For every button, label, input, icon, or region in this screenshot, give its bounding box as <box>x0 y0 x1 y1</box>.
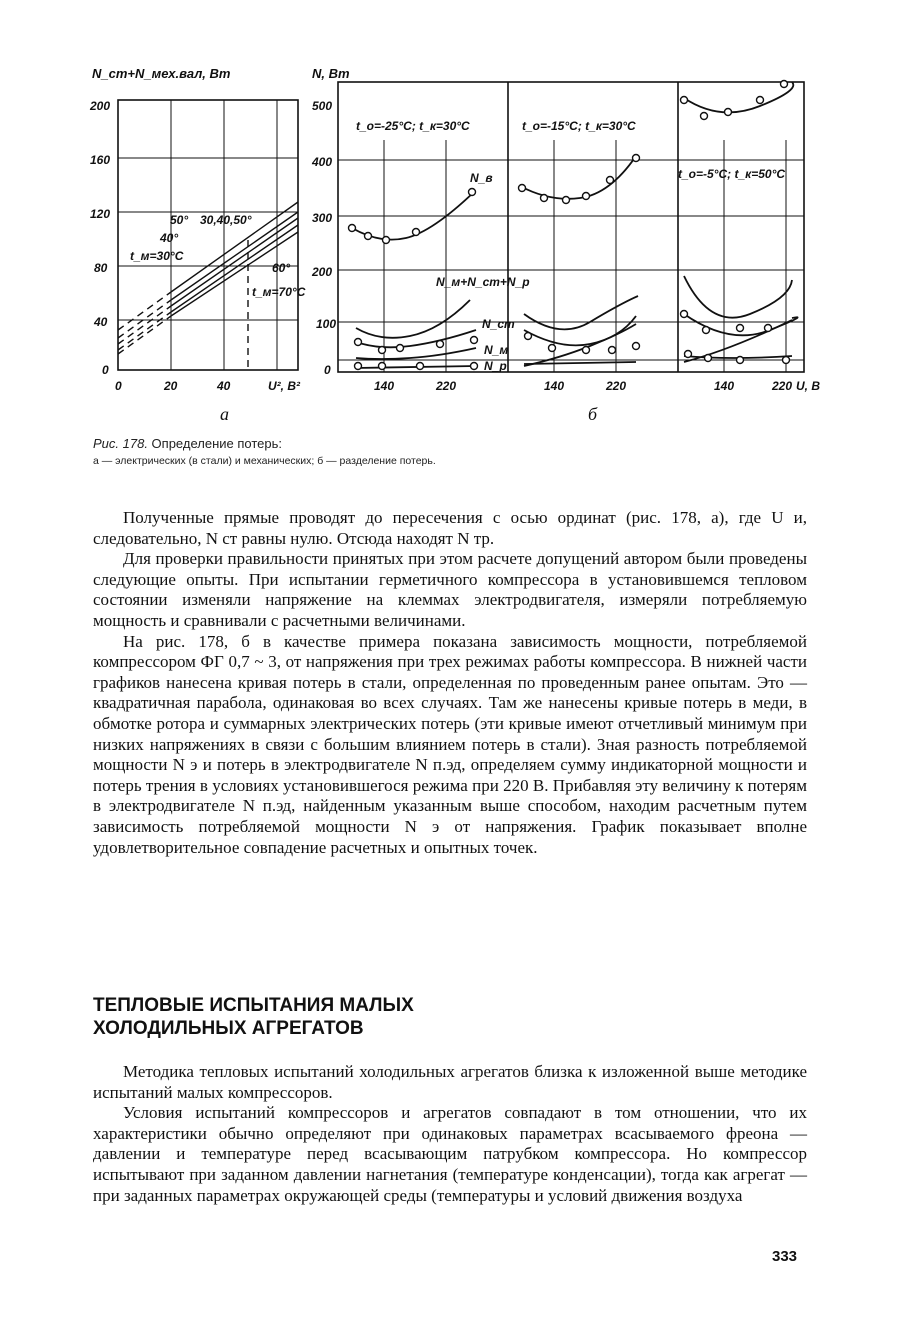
a-ytick-0: 0 <box>102 363 109 377</box>
a-label-tm30: t_м=30°С <box>130 249 184 263</box>
a-xtick-0: 0 <box>115 379 122 393</box>
a-label-40: 40° <box>160 231 179 245</box>
heading-line-2: ХОЛОДИЛЬНЫХ АГРЕГАТОВ <box>93 1018 364 1039</box>
b-xtick-1-140: 140 <box>374 379 395 393</box>
b-ytick-500: 500 <box>312 99 333 113</box>
b-label-nst: N_ст <box>482 317 515 331</box>
b-ytick-100: 100 <box>316 317 337 331</box>
heading-line-1: ТЕПЛОВЫЕ ИСПЫТАНИЯ МАЛЫХ <box>93 995 414 1016</box>
b-mode-1: t_о=-25°С; t_к=30°С <box>356 119 470 133</box>
section-paragraph-1: Методика тепловых испытаний холодильных агрегатов близка к изложенной выше методике испытаний малых компрессоров. <box>93 1062 807 1102</box>
b-xtick-2-140: 140 <box>544 379 565 393</box>
figure-caption <box>93 436 813 467</box>
b-xtick-label: U, В <box>796 379 820 393</box>
panel-b <box>311 66 820 393</box>
caption-prefix: Рис. 178. <box>93 436 148 451</box>
section-paragraph-2: Условия испытаний компрессоров и агрегатов совпадают в том отношении, что их характеристики обычно определяют при одинаковых параметрах всасываемого фреона — давлении и температуре перед всасывающим патрубком компрессора. Но компрессор испытывают при заданном давлении нагнетания (температуре конденсации), тогда как агрегат — при заданных параметрах окружающей среды (температуры и условий движения воздуха <box>93 1103 807 1205</box>
paragraph-1: Полученные прямые проводят до пересечения с осью ординат (рис. 178, а), где U и, следовательно, N ст равны нулю. Отсюда находят N тр. <box>93 508 807 548</box>
b-label-nr: N_р <box>484 359 507 373</box>
panel-b-y-label: N, Вт <box>312 66 350 81</box>
b-xtick-3-140: 140 <box>714 379 735 393</box>
b-ytick-0: 0 <box>324 363 331 377</box>
b-label-sum: N_м+N_ст+N_р <box>436 275 530 289</box>
paragraph-3: На рис. 178, б в качестве примера показана зависимость мощности, потребляемой компрессором ФГ 0,7 ~ 3, от напряжения при трех режимах работы компрессора. В нижней части графиков нанесена кривая потерь в стали, определенная по проведенным ранее опытам. Это — квадратичная парабола, одинаковая во всех случаях. Там же нанесены кривые потерь в меди, в обмотке ротора и суммарных электрических потерь (эти кривые имеют отчетливый минимум при низких напряжениях в связи с большим влиянием потерь в стали). Зная разность потребляемой мощности N э и потерь в электродвигателе N п.эд, определяем сумму индикаторной мощности и потерь трения в условиях установившегося режима при 220 В. Прибавляя эту величину к потерям в электродвигателе N п.эд, найденным указанным выше способом, находим расчетным путем зависимость потребляемой мощности N э от напряжения. График показывает вполне удовлетворительное совпадение расчетных и опытных точек. <box>93 631 807 857</box>
section-body-text <box>93 1062 807 1206</box>
a-label-50: 50° <box>170 213 189 227</box>
figure-svg <box>80 60 820 430</box>
caption-title-text: Определение потерь: <box>147 436 282 451</box>
b-label-nm: N_м <box>484 343 509 357</box>
figure-178 <box>80 60 820 430</box>
a-ytick-40: 40 <box>94 315 108 329</box>
a-ytick-160: 160 <box>90 153 111 167</box>
a-ytick-80: 80 <box>94 261 108 275</box>
page-number: 333 <box>772 1248 798 1265</box>
b-xtick-1-220: 220 <box>436 379 457 393</box>
panel-a <box>89 66 306 393</box>
panel-a-y-label: N_ст+N_мех.вал, Вт <box>92 66 231 81</box>
body-text <box>93 508 807 858</box>
b-xtick-3-220: 220 <box>772 379 793 393</box>
a-label-30-40-50: 30,40,50° <box>200 213 252 227</box>
b-mode-3: t_о=-5°С; t_к=50°С <box>678 167 786 181</box>
a-label-60: 60° <box>272 261 291 275</box>
b-ytick-400: 400 <box>312 155 333 169</box>
a-xtick-20: 20 <box>164 379 178 393</box>
a-xtick-40: 40 <box>217 379 231 393</box>
caption-subtitle: а — электрических (в стали) и механических; б — разделение потерь. <box>93 455 436 467</box>
b-ytick-300: 300 <box>312 211 333 225</box>
a-label-tm70: t_м=70°С <box>252 285 306 299</box>
section-heading <box>93 994 807 1040</box>
a-xtick-label: U², В² <box>268 379 300 393</box>
panel-b-letter: б <box>588 404 598 424</box>
b-ytick-200: 200 <box>312 265 333 279</box>
caption-title <box>93 436 813 451</box>
b-mode-2: t_о=-15°С; t_к=30°С <box>522 119 636 133</box>
panel-a-letter: а <box>220 404 229 424</box>
paragraph-2: Для проверки правильности принятых при этом расчете допущений автором были проведены следующие опыты. При испытании герметичного компрессора в установившемся тепловом состоянии изменяли напряжение на клеммах электродвигателя, измеряли потребляемую мощность и сравнивали с расчетными величинами. <box>93 549 807 630</box>
a-ytick-200: 200 <box>90 99 111 113</box>
b-label-nv: N_в <box>470 171 493 185</box>
b-xtick-2-220: 220 <box>606 379 627 393</box>
a-ytick-120: 120 <box>90 207 111 221</box>
